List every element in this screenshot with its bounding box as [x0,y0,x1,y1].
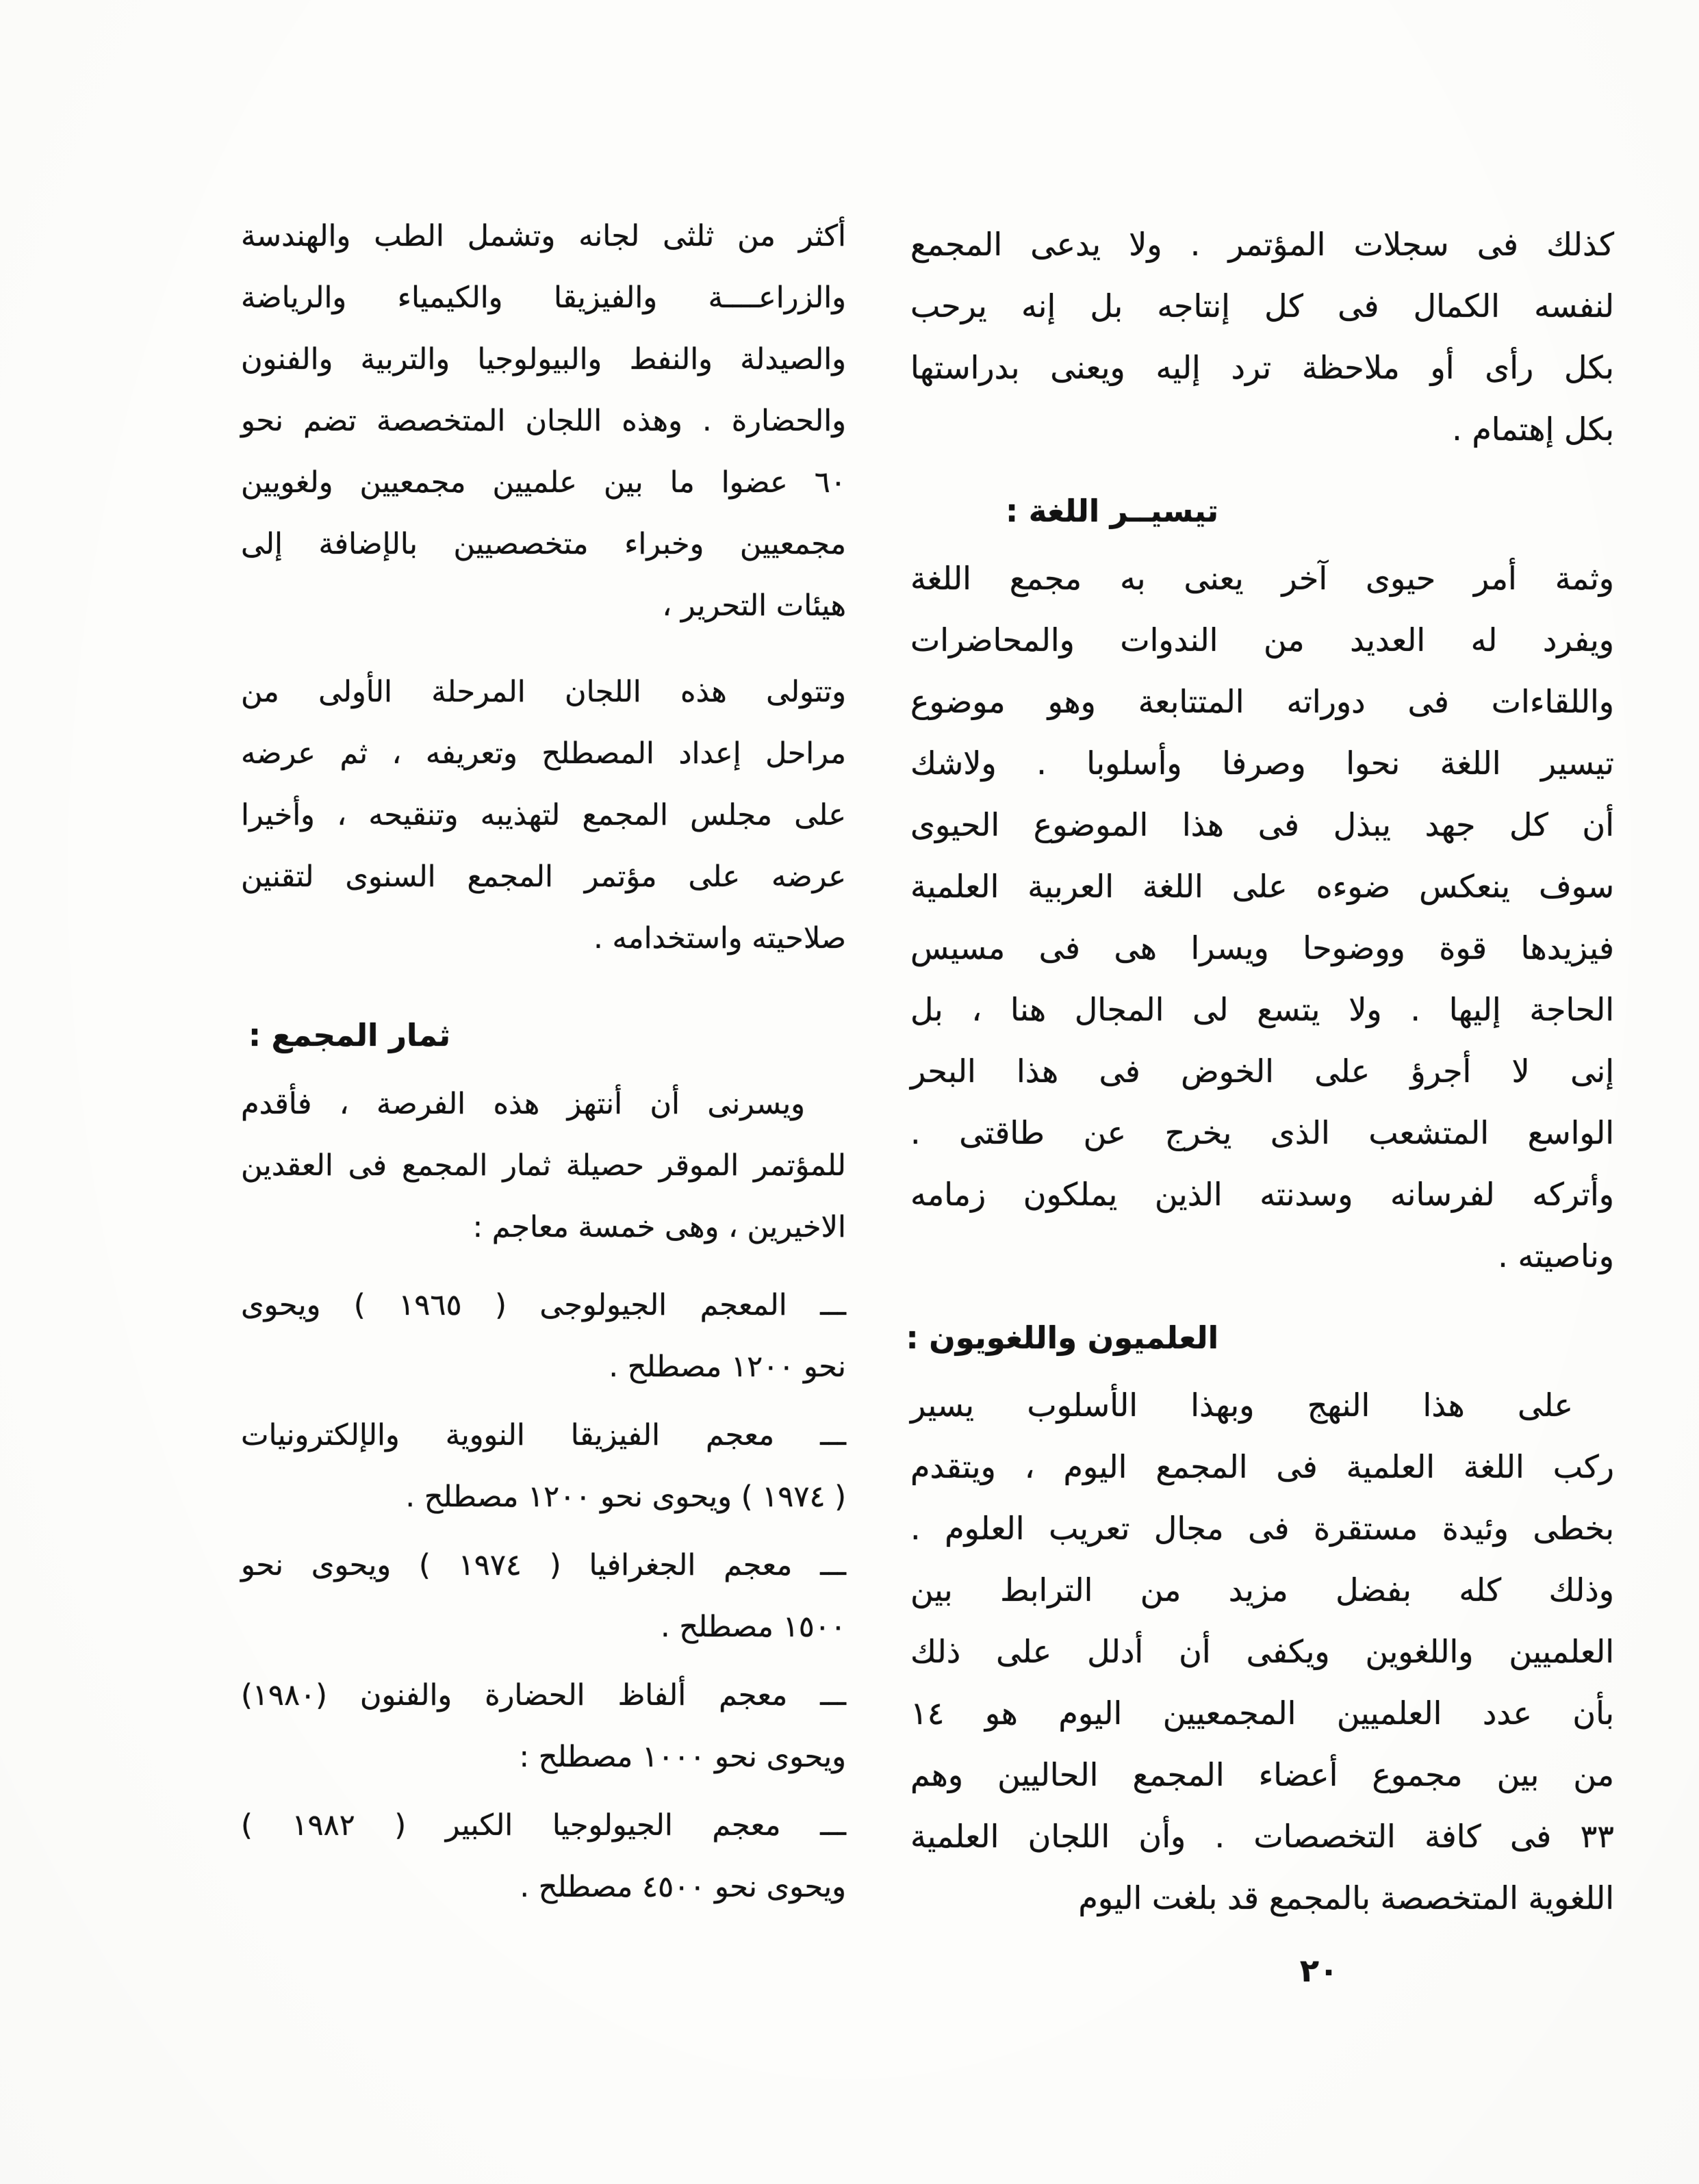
list-item-geology-dictionary-1965 [241,1274,846,1398]
text-line: وتتولى هذه اللجان المرحلة الأولى من [241,675,846,709]
text-line: على هذا النهج وبهذا الأسلوب يسير [910,1387,1573,1424]
text-line: هيئات التحرير ، [662,589,846,623]
text-line: عرضه على مؤتمر المجمع السنوى لتقنين [241,860,846,894]
text-line: الاخيرين ، وهى خمسة معاجم : [472,1210,846,1244]
paragraph-term-preparation-stages [241,661,846,969]
text-line: ركب اللغة العلمية فى المجمع اليوم ، ويتقدم [910,1448,1614,1485]
text-line: ويسرنى أن أنتهز هذه الفرصة ، فأقدم [241,1087,805,1121]
text-line: العلميين واللغوين ويكفى أن أدلل على ذلك [910,1633,1614,1670]
text-line: بكل رأى أو ملاحظة ترد إليه ويعنى بدراستها [910,349,1614,386]
text-line: مجمعيين وخبراء متخصصيين بالإضافة إلى [241,527,846,561]
text-line: ٦٠ عضوا ما بين علميين مجمعيين ولغويين [241,465,846,500]
paragraph-five-dictionaries-intro [241,1073,846,1258]
text-line: الواسع المتشعب الذى يخرج عن طاقتى . [910,1114,1614,1151]
text-line: ٣٣ فى كافة التخصصات . وأن اللجان العلمية [910,1818,1614,1855]
text-line: ( ١٩٧٤ ) ويحوى نحو ١٢٠٠ مصطلح . [405,1480,846,1514]
text-line: لنفسه الكمال فى كل إنتاجه بل إنه يرحب [910,287,1614,324]
text-line: فيزيدها قوة ووضوحا ويسرا هى فى مسيس [910,929,1614,966]
text-line: إنى لا أجرؤ على الخوض فى هذا البحر [910,1053,1614,1090]
text-line: للمؤتمر الموقر حصيلة ثمار المجمع فى العقدين [241,1148,846,1183]
text-line: وثمة أمر حيوى آخر يعنى به مجمع اللغة [910,560,1614,597]
page-number: ٢٠ [1299,1952,1339,1989]
paragraph-conference-records [910,214,1614,460]
text-line: ـــ معجم الجغرافيا ( ١٩٧٤ ) ويحوى نحو [241,1548,846,1582]
text-line: مراحل إعداد المصطلح وتعريفه ، ثم عرضه [241,736,846,771]
paragraph-scientists-linguists [910,1374,1614,1929]
text-line: بأن عدد العلميين المجمعيين اليوم هو ١٤ [910,1695,1614,1732]
text-line: ـــ معجم الفيزيقا النووية والإلكترونيات [241,1418,846,1452]
text-line: نحو ١٢٠٠ مصطلح . [609,1350,846,1384]
paragraph-committees-continuation [241,205,846,637]
text-line: والصيدلة والنفط والبيولوجيا والتربية والفنون [241,342,846,376]
text-line: صلاحيته واستخدامه . [593,921,846,955]
dictionary-list [241,1274,846,1918]
text-line: واللقاءات فى دوراته المتتابعة وهو موضوع [910,683,1614,720]
text-line: وأتركه لفرسانه وسدنته الذين يملكون زمامه [910,1176,1614,1213]
text-line: والزراعــــة والفيزيقا والكيمياء والرياضة [241,281,846,315]
paragraph-language-simplification [910,548,1614,1287]
section-heading-academy-fruits: ثمار المجمع : [248,1017,450,1053]
section-heading-scientists-and-linguists: العلميون واللغويون : [906,1320,1218,1356]
list-item-civilization-arts-dictionary-1980 [241,1665,846,1788]
text-line: بخطى وئيدة مستقرة فى مجال تعريب العلوم . [910,1510,1614,1547]
text-line: تيسير اللغة نحوا وصرفا وأسلوبا . ولاشك [910,745,1614,782]
text-line: أكثر من ثلثى لجانه وتشمل الطب والهندسة [241,219,846,253]
text-line: وذلك كله بفضل مزيد من الترابط بين [910,1571,1614,1608]
text-line: على مجلس المجمع لتهذيبه وتنقيحه ، وأخيرا [241,798,846,832]
text-line: والحضارة . وهذه اللجان المتخصصة تضم نحو [241,404,846,438]
text-line: من بين مجموع أعضاء المجمع الحاليين وهم [910,1756,1614,1793]
text-line: اللغوية المتخصصة بالمجمع قد بلغت اليوم [1078,1879,1614,1916]
right-column [906,214,1614,1929]
text-line: وناصيته . [1498,1237,1614,1274]
text-line: ويحوى نحو ٤٥٠٠ مصطلح . [520,1870,846,1904]
text-line: ١٥٠٠ مصطلح . [661,1610,846,1644]
list-item-nuclear-physics-electronics-dictionary-1974 [241,1404,846,1528]
list-item-great-geology-dictionary-1982 [241,1795,846,1918]
text-line: كذلك فى سجلات المؤتمر . ولا يدعى المجمع [910,226,1614,263]
text-line: ويفرد له العديد من الندوات والمحاضرات [910,621,1614,658]
text-line: ـــ المعجم الجيولوجى ( ١٩٦٥ ) ويحوى [241,1288,846,1322]
text-line: سوف ينعكس ضوءه على اللغة العربية العلمية [910,868,1614,905]
text-line: ويحوى نحو ١٠٠٠ مصطلح : [519,1740,846,1774]
text-line: ـــ معجم الجيولوجيا الكبير ( ١٩٨٢ ) [241,1808,846,1842]
left-column [241,205,846,1925]
list-item-geography-dictionary-1974 [241,1534,846,1658]
text-line: بكل إهتمام . [1452,411,1614,448]
text-line: الحاجة إليها . ولا يتسع لى المجال هنا ، بل [910,991,1614,1028]
text-line: ـــ معجم ألفاظ الحضارة والفنون (١٩٨٠) [241,1678,846,1712]
section-heading-simplifying-language: تيسيــر اللغة : [1006,493,1218,529]
text-line: أن كل جهد يبذل فى هذا الموضوع الحيوى [910,806,1614,843]
